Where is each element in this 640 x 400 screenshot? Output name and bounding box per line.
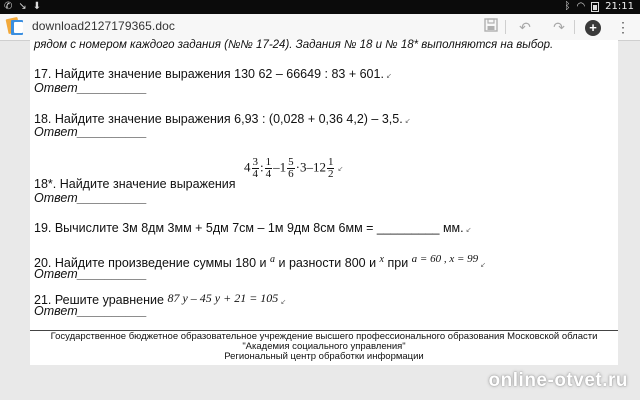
document-footer xyxy=(30,332,618,362)
missed-call-icon: ↘ xyxy=(18,1,27,12)
battery-icon xyxy=(591,2,599,12)
variable-x: x xyxy=(379,254,384,265)
footer-line-1: Государственное бюджетное образовательное учреждение высшего профессионального образования Московской области xyxy=(50,331,598,342)
watermark: online-otvet.ru xyxy=(488,370,628,391)
intro-text: рядом с номером каждого задания (№№ 17-24). Задания № 18 и № 18* выполняются на выбор. xyxy=(34,39,554,51)
more-menu-icon[interactable]: ⋮ xyxy=(616,19,630,35)
status-bar xyxy=(0,0,640,14)
footer-line-3: Региональный центр обработки информации xyxy=(224,351,424,362)
answer-18-star[interactable]: Ответ__________ xyxy=(34,191,148,205)
document-page[interactable] xyxy=(30,40,618,365)
condition: a = 60 , x = 99 xyxy=(411,253,479,265)
save-icon[interactable] xyxy=(480,17,502,37)
add-icon[interactable]: + xyxy=(582,17,604,37)
question-18: 18. Найдите значение выражения 6,93 : (0,028 + 0,36 4,2) – 3,5. ↙ xyxy=(34,112,411,126)
question-18-star: 18*. Найдите значение выражения xyxy=(34,177,236,191)
call-icon: ✆ xyxy=(4,1,13,12)
answer-17[interactable]: Ответ__________ xyxy=(34,81,148,95)
expression-18-star: 4 $\frac{3}{4}$ : $\frac{1}{4}$ –1 $\frac{5}{6}$ ·3–12 $\frac{1}{2}$ ↙ xyxy=(244,156,344,180)
answer-20[interactable]: Ответ__________ xyxy=(34,267,148,281)
app-icon[interactable] xyxy=(5,17,25,37)
bluetooth-icon: ᛒ xyxy=(564,1,571,12)
clock: 21:11 xyxy=(605,1,634,12)
download-icon: ⬇ xyxy=(32,1,42,12)
answer-18[interactable]: Ответ__________ xyxy=(34,125,148,139)
undo-icon[interactable]: ↶ xyxy=(519,19,531,35)
document-toolbar xyxy=(0,14,640,41)
wifi-icon: ◠ xyxy=(576,1,586,12)
question-19: 19. Вычислите 3м 8дм 3мм + 5дм 7см – 1м 9дм 8см 6мм = _________ мм. ↙ xyxy=(34,221,472,235)
document-title: download2127179365.doc xyxy=(32,19,175,33)
question-20: 20. Найдите произведение суммы 180 и $^a$ и разности 800 и $^x$ при a = 60 , x = 99↙ xyxy=(34,253,487,271)
redo-icon[interactable]: ↷ xyxy=(553,19,565,35)
answer-21[interactable]: Ответ__________ xyxy=(34,304,148,318)
variable-a: a xyxy=(270,254,276,265)
question-21: 21. Решите уравнение 87 y – 45 y + 21 = 105 ↙ xyxy=(34,291,287,307)
footer-line-2: "Академия социального управления" xyxy=(242,341,406,352)
equation-21: 87 y – 45 y + 21 = 105 xyxy=(167,291,279,305)
question-17: 17. Найдите значение выражения 130 62 – 66649 : 83 + 601. ↙ xyxy=(34,67,392,81)
